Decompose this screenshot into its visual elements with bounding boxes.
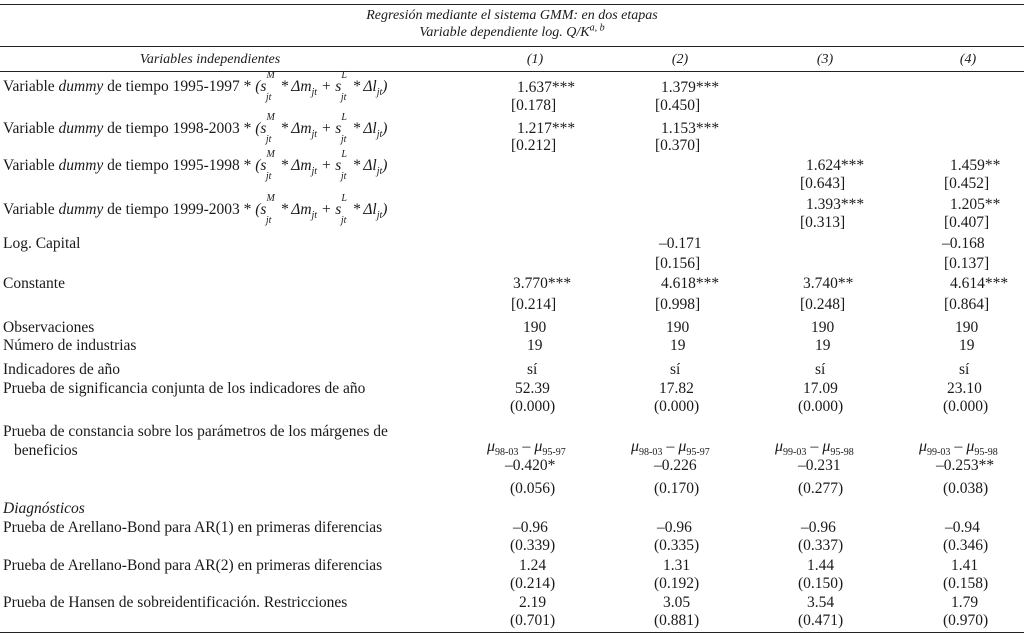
cell-ar2-c1-p: (0.214) [510,575,556,592]
column-header-1: (1) [526,52,544,67]
cell-cons-c3-expr: $\mu_{99-03} - \mu_{95-98}$ [775,438,854,459]
cell-ar2-c3: 1.44 [807,557,835,574]
cell-nind-c4: 19 [959,337,975,354]
cell-ar2-c4-p: (0.158) [943,575,989,592]
cell-sig-c1-p: (0.000) [510,398,556,415]
row-label-hansen: Prueba de Hansen de sobreidentificación. Restricciones [3,594,348,611]
cell-obs-c2: 190 [666,319,690,336]
cell-nind-c3: 19 [815,337,831,354]
cell-r3-c3-se: [0.643] [800,175,846,192]
cell-cons-c3: –0.231 [798,457,841,474]
cell-sig-c2: 17.82 [659,380,694,397]
cell-sig-c3: 17.09 [803,380,838,397]
cell-ind-c1: sí [527,361,538,378]
table-title-line2: Variable dependiente log. $Q/K^{a, b}$ [419,22,605,40]
cell-obs-c4: 190 [955,319,979,336]
cell-obs-c3: 190 [811,319,835,336]
row-label-dummy-1995-1998: Variable dummy de tiempo $1995-1998 * (s^M_{jt}*$ $\Delta m_{jt} + s^L_{jt}*$ $\Delta l_{jt}$) [3,148,388,183]
cell-logcap-c4: –0.168 [942,235,985,252]
cell-hansen-c3: 3.54 [807,594,835,611]
table-title-line1: Regresión mediante el sistema GMM: en dos etapas [366,8,658,23]
cell-ar1-c4-p: (0.346) [943,537,989,554]
cell-ind-c3: sí [815,361,826,378]
cell-const-c4-se: [0.864] [944,296,990,313]
cell-nind-c1: 19 [527,337,543,354]
cell-cons-c3-p: (0.277) [798,480,844,497]
cell-r1-c2: 1.379*** [661,79,720,96]
cell-hansen-c4: 1.79 [951,594,979,611]
column-header-2: (2) [671,52,689,67]
row-label-ar1: Prueba de Arellano-Bond para AR(1) en primeras diferencias [3,519,383,536]
cell-hansen-c3-p: (0.471) [798,612,844,629]
cell-const-c2: 4.618*** [661,275,720,292]
header-rule-top [0,46,1024,47]
cell-ar2-c4: 1.41 [951,557,979,574]
cell-sig-c3-p: (0.000) [798,398,844,415]
cell-cons-c1-expr: $\mu_{98-03} - \mu_{95-97}$ [487,438,566,459]
cell-ar1-c2-p: (0.335) [654,537,700,554]
cell-ind-c2: sí [670,361,681,378]
cell-r1-c2-se: [0.450] [655,97,701,114]
row-label-dummy-1999-2003: Variable dummy de tiempo $1999-2003 * (s^M_{jt}*$ $\Delta m_{jt} + s^L_{jt}*$ $\Delta l_{jt}$) [3,192,388,227]
cell-r4-c4: 1.205** [950,196,1001,213]
cell-sig-c4: 23.10 [947,380,982,397]
cell-r4-c4-se: [0.407] [944,214,990,231]
cell-r2-c2: 1.153*** [661,120,720,137]
header-rule-bottom [0,71,1024,72]
cell-obs-c1: 190 [523,319,547,336]
cell-cons-c4: –0.253** [936,457,995,474]
cell-cons-c1-p: (0.056) [510,480,556,497]
row-label-dummy-1995-1997: Variable dummy de tiempo $1995-1997 * (s^M_{jt}*$ $\Delta m_{jt} + s^L_{jt}*$ $\Delta l_{jt}$) [3,69,388,104]
cell-logcap-c2: –0.171 [659,235,702,252]
cell-cons-c1: –0.420* [505,457,556,474]
cell-const-c4: 4.614*** [950,275,1009,292]
cell-const-c1: 3.770*** [513,275,572,292]
cell-r4-c3: 1.393*** [806,196,865,213]
cell-hansen-c2-p: (0.881) [654,612,700,629]
cell-cons-c2-p: (0.170) [654,480,700,497]
row-label-constante: Constante [3,275,65,292]
top-rule [0,4,1024,5]
cell-logcap-c4-se: [0.137] [944,255,990,272]
row-label-constancia: Prueba de constancia sobre los parámetros de los márgenes de [3,423,388,440]
column-header-3: (3) [816,52,834,67]
cell-ar1-c2: –0.96 [657,519,692,536]
bottom-rule [0,632,1024,633]
column-header-4: (4) [959,52,977,67]
cell-const-c1-se: [0.214] [511,296,557,313]
cell-const-c2-se: [0.998] [655,296,701,313]
cell-ar1-c1: –0.96 [513,519,548,536]
cell-cons-c4-expr: $\mu_{99-03} - \mu_{95-98}$ [919,438,998,459]
cell-nind-c2: 19 [670,337,686,354]
cell-logcap-c2-se: [0.156] [655,255,701,272]
cell-r1-c1-se: [0.178] [511,97,557,114]
cell-cons-c4-p: (0.038) [943,480,989,497]
cell-hansen-c4-p: (0.970) [943,612,989,629]
cell-r4-c3-se: [0.313] [800,214,846,231]
cell-cons-c2: –0.226 [654,457,697,474]
row-label-indicadores-ano: Indicadores de año [3,361,121,378]
cell-r3-c3: 1.624*** [806,157,865,174]
cell-ar2-c1: 1.24 [519,557,547,574]
row-label-observaciones: Observaciones [3,319,95,336]
cell-const-c3-se: [0.248] [800,296,846,313]
section-diagnosticos: Diagnósticos [3,500,85,517]
cell-ar1-c3-p: (0.337) [798,537,844,554]
row-label-dummy-1998-2003: Variable dummy de tiempo $1998-2003 * (s^M_{jt}*$ $\Delta m_{jt} + s^L_{jt}*$ $\Delta l_{jt}$) [3,111,388,146]
cell-ar2-c2: 1.31 [663,557,691,574]
cell-ar1-c4: –0.94 [945,519,980,536]
cell-hansen-c2: 3.05 [663,594,691,611]
cell-cons-c2-expr: $\mu_{98-03} - \mu_{95-97}$ [631,438,710,459]
cell-ind-c4: sí [959,361,970,378]
cell-r3-c4: 1.459** [950,157,1001,174]
cell-sig-c2-p: (0.000) [654,398,700,415]
row-label-ar2: Prueba de Arellano-Bond para AR(2) en primeras diferencias [3,557,383,574]
cell-ar2-c2-p: (0.192) [654,575,700,592]
cell-r1-c1: 1.637*** [517,79,576,96]
cell-sig-c1: 52.39 [515,380,550,397]
cell-ar1-c1-p: (0.339) [510,537,556,554]
row-label-log-capital: Log. Capital [3,235,81,252]
cell-r2-c1-se: [0.212] [511,137,557,154]
row-label-significancia: Prueba de significancia conjunta de los indicadores de año [3,380,366,397]
cell-hansen-c1-p: (0.701) [510,612,556,629]
cell-r2-c1: 1.217*** [517,120,576,137]
cell-const-c3: 3.740** [803,275,854,292]
cell-r3-c4-se: [0.452] [944,175,990,192]
row-label-numero-industrias: Número de industrias [3,337,137,354]
cell-ar1-c3: –0.96 [801,519,836,536]
cell-sig-c4-p: (0.000) [943,398,989,415]
cell-ar2-c3-p: (0.150) [798,575,844,592]
cell-hansen-c1: 2.19 [519,594,547,611]
column-header-variables: Variables independientes [139,52,281,67]
row-label-constancia-cont: beneficios [14,442,78,459]
cell-r2-c2-se: [0.370] [655,137,701,154]
